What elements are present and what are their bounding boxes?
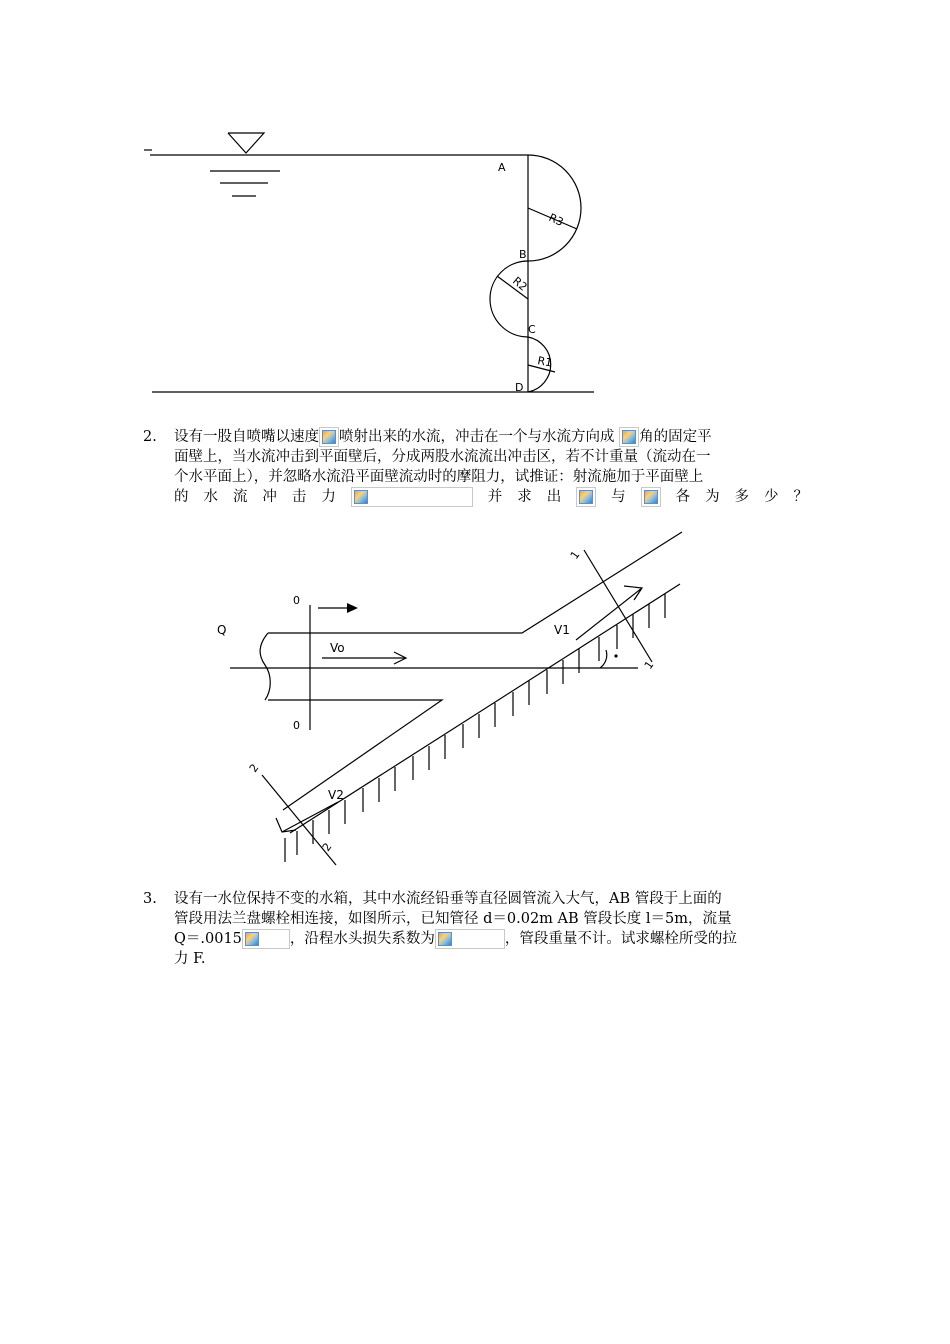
label-D: D [515, 381, 524, 394]
label-section-2-bottom: 2 [319, 840, 335, 854]
jet-diagram [0, 520, 950, 880]
formula-image-icon [351, 487, 473, 507]
formula-image-icon [576, 487, 596, 507]
problem-3 [143, 889, 808, 974]
label-section-2-top: 2 [246, 761, 262, 775]
problem-number: 3. [143, 891, 157, 907]
label-B: B [519, 248, 527, 261]
label-section-0-top: 0 [293, 594, 300, 607]
label-section-0-bottom: 0 [293, 719, 300, 732]
problem-line: 面壁上，当水流冲击到平面壁后，分成两股水流流出冲击区，若不计重量（流动在一 [174, 449, 711, 465]
label-section-1-top: 1 [567, 548, 583, 562]
label-R3: R3 [546, 210, 566, 229]
problem-line: 力 F. [174, 951, 206, 967]
formula-image-icon [242, 929, 290, 949]
problem-2 [143, 427, 808, 512]
label-Vo: Vo [330, 641, 345, 655]
problem-line: 管段用法兰盘螺栓相连接，如图所示，已知管径 d＝0.02m AB 管段长度 l＝5m，流量 [174, 911, 732, 927]
label-R2: R2 [510, 274, 530, 294]
problem-line: 设有一水位保持不变的水箱，其中水流经铅垂等直径圆管流入大气，AB 管段于上面的 [174, 891, 722, 907]
formula-image-icon [619, 427, 639, 447]
problem-line: 的 水 流 冲 击 力 并 求 出 与 各 为 多 少 ？ [174, 489, 808, 505]
problem-line: 个水平面上），并忽略水流沿平面壁流动时的摩阻力，试推证：射流施加于平面壁上 [174, 469, 704, 485]
formula-image-icon [641, 487, 661, 507]
label-V2: V2 [328, 788, 344, 802]
label-V1: V1 [554, 623, 570, 637]
formula-image-icon [319, 427, 339, 447]
label-A: A [498, 161, 506, 174]
label-Q: Q [217, 623, 227, 637]
problem-line: 设有一股自喷嘴以速度 喷射出来的水流，冲击在一个与水流方向成 角的固定平 [174, 429, 712, 445]
label-R1: R1 [536, 354, 554, 370]
tank-diagram [0, 0, 950, 420]
label-C: C [528, 323, 536, 336]
label-section-1-bottom: 1 [641, 658, 657, 672]
problem-number: 2. [143, 429, 157, 445]
problem-line: Q＝.0015 ，沿程水头损失系数为 ，管段重量不计。试求螺栓所受的拉 [174, 931, 737, 947]
formula-image-icon [435, 929, 505, 949]
